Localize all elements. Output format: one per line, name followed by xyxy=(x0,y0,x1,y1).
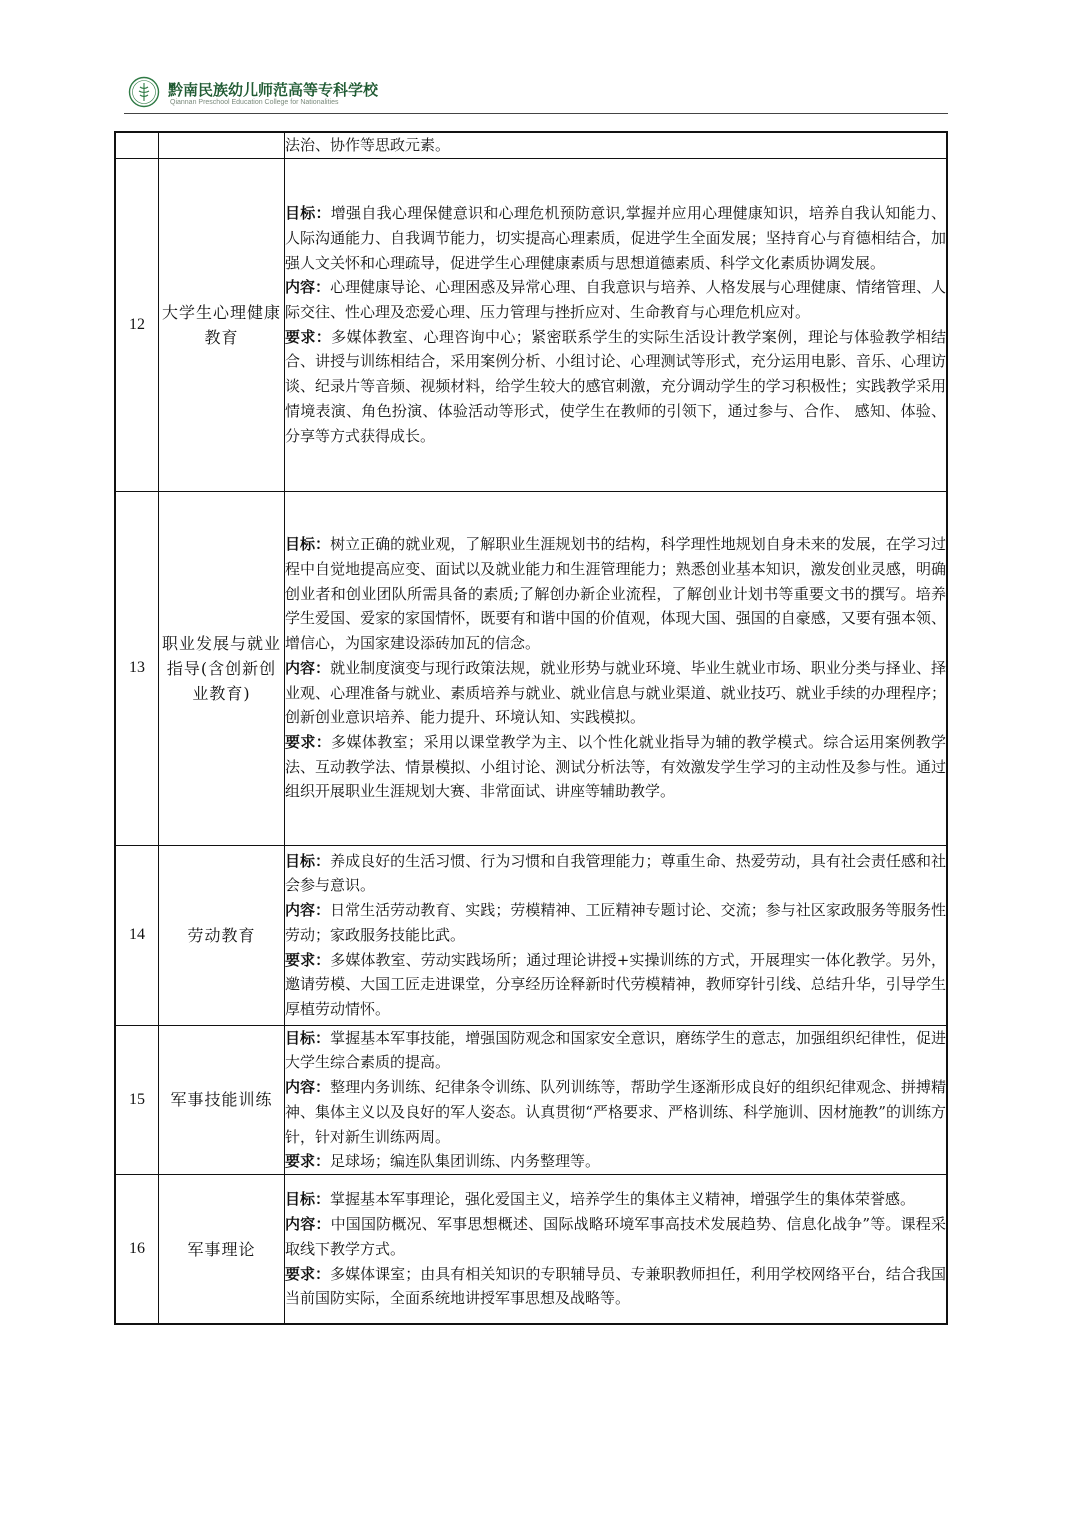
content-label: 内容： xyxy=(285,1078,331,1097)
course-name: 军事技能训练 xyxy=(159,1025,285,1174)
content-paragraph xyxy=(285,656,946,730)
course-name: 军事理论 xyxy=(159,1174,285,1324)
requirement-paragraph xyxy=(285,1149,946,1174)
table-row xyxy=(115,1174,947,1324)
content-label: 内容： xyxy=(285,901,331,920)
row-number: 14 xyxy=(115,845,159,1025)
row-number: 15 xyxy=(115,1025,159,1174)
requirement-paragraph xyxy=(285,948,946,1022)
school-name-en: Qiannan Preschool Education College for Nationalities xyxy=(170,99,339,106)
description-cell xyxy=(285,1174,948,1324)
goal-paragraph xyxy=(285,201,946,275)
row-number: 13 xyxy=(115,491,159,845)
table-row xyxy=(115,491,947,845)
description-cell xyxy=(285,158,948,491)
requirement-paragraph xyxy=(285,730,946,804)
requirement-paragraph xyxy=(285,325,946,449)
description-cell xyxy=(285,845,948,1025)
requirement-text: 多媒体教室、心理咨询中心；紧密联系学生的实际生活设计教学案例，理论与体验教学相结合、讲授与训练相结合，采用案例分析、小组讨论、心理测试等形式，充分运用电影、音乐、心理访谈、纪录片等音频、视频材料，给学生较大的感官刺激，充分调动学生的学习积极性；实践教学采用情境表演、角色扮演、体验活动等形式，使学生在教师的引领下，通过参与、合作、 感知、体验、分享等方式获得成长。 xyxy=(285,327,946,445)
requirement-label: 要求： xyxy=(285,327,332,346)
goal-label: 目标： xyxy=(285,535,331,554)
requirement-label: 要求： xyxy=(285,1264,331,1283)
page-header xyxy=(124,70,948,114)
continuation-text: 法治、协作等思政元素。 xyxy=(285,136,451,154)
goal-paragraph xyxy=(285,532,946,656)
course-name-cell xyxy=(159,132,285,158)
requirement-text: 足球场；编连队集团训练、内务整理等。 xyxy=(330,1152,601,1171)
goal-text: 养成良好的生活习惯、行为习惯和自我管理能力；尊重生命、热爱劳动，具有社会责任感和社会参与意识。 xyxy=(285,851,946,895)
curriculum-table xyxy=(114,131,948,1325)
requirement-text: 多媒体教室；采用以课堂教学为主、以个性化就业指导为辅的教学模式。综合运用案例教学法、互动教学法、情景模拟、小组讨论、测试分析法等，有效激发学生学习的主动性及参与性。通过组织开展职业生涯规划大赛、非常面试、讲座等辅助教学。 xyxy=(285,732,946,801)
goal-paragraph xyxy=(285,1026,946,1075)
content-paragraph xyxy=(285,1075,946,1149)
table-row xyxy=(115,132,947,158)
requirement-label: 要求： xyxy=(285,1152,331,1171)
requirement-text: 多媒体教室、劳动实践场所；通过理论讲授+实操训练的方式，开展理实一体化教学。另外，邀请劳模、大国工匠走进课堂，分享经历诠释新时代劳模精神，教师穿针引线、总结升华，引导学生厚植劳动情怀。 xyxy=(285,950,946,1018)
description-cell xyxy=(285,491,948,845)
goal-label: 目标： xyxy=(285,204,331,223)
row-number: 12 xyxy=(115,158,159,491)
content-paragraph xyxy=(285,898,946,947)
goal-label: 目标： xyxy=(285,1190,331,1209)
goal-text: 增强自我心理保健意识和心理危机预防意识,掌握并应用心理健康知识，培养自我认知能力、人际沟通能力、自我调节能力，切实提高心理素质，促进学生全面发展；坚持育心与育德相结合，加强人文关怀和心理疏导，促进学生心理健康素质与思想道德素质、科学文化素质协调发展。 xyxy=(285,204,946,272)
course-name: 大学生心理健康教育 xyxy=(159,158,285,491)
content-label: 内容： xyxy=(285,1215,331,1234)
goal-text: 掌握基本军事理论，强化爱国主义，培养学生的集体主义精神，增强学生的集体荣誉感。 xyxy=(330,1190,916,1209)
table-row xyxy=(115,158,947,491)
description-cell xyxy=(285,132,948,158)
course-name: 职业发展与就业指导(含创新创业教育) xyxy=(159,491,285,845)
goal-text: 掌握基本军事技能，增强国防观念和国家安全意识，磨练学生的意志，加强组织纪律性，促进大学生综合素质的提高。 xyxy=(285,1028,946,1072)
school-name-cn: 黔南民族幼儿师范高等专科学校 xyxy=(168,81,379,99)
table-row xyxy=(115,845,947,1025)
table-row xyxy=(115,1025,947,1174)
content-paragraph xyxy=(285,1212,946,1261)
goal-label: 目标： xyxy=(285,1028,331,1047)
requirement-label: 要求： xyxy=(285,950,331,969)
content-label: 内容： xyxy=(285,658,331,677)
content-label: 内容： xyxy=(285,278,331,297)
requirement-paragraph xyxy=(285,1262,946,1311)
description-cell xyxy=(285,1025,948,1174)
goal-label: 目标： xyxy=(285,851,331,870)
school-emblem-icon xyxy=(128,76,160,108)
goal-paragraph xyxy=(285,1187,946,1212)
header-divider xyxy=(124,113,948,114)
content-text: 心理健康导论、心理困惑及异常心理、自我意识与培养、人格发展与心理健康、情绪管理、人际交往、性心理及恋爱心理、压力管理与挫折应对、生命教育与心理危机应对。 xyxy=(285,278,946,321)
content-text: 日常生活劳动教育、实践；劳模精神、工匠精神专题讨论、交流；参与社区家政服务等服务性劳动；家政服务技能比武。 xyxy=(285,901,946,944)
goal-text: 树立正确的就业观，了解职业生涯规划书的结构，科学理性地规划自身未来的发展，在学习过程中自觉地提高应变、面试以及就业能力和生涯管理能力；熟悉创业基本知识，激发创业灵感，明确创业者和创业团队所需具备的素质;了解创办新企业流程，了解创业计划书等重要文书的撰写。培养学生爱国、爱家的家国情怀，既要有和谐中国的价值观，体现大国、强国的自豪感，又要有强本领、增信心，为国家建设添砖加瓦的信念。 xyxy=(285,535,946,653)
content-text: 就业制度演变与现行政策法规，就业形势与就业环境、毕业生就业市场、职业分类与择业、择业观、心理准备与就业、素质培养与就业、就业信息与就业渠道、就业技巧、就业手续的办理程序；创新创业意识培养、能力提升、环境认知、实践模拟。 xyxy=(285,658,946,727)
row-number-cell xyxy=(115,132,159,158)
requirement-label: 要求： xyxy=(285,732,332,751)
goal-paragraph xyxy=(285,849,946,898)
content-text: 整理内务训练、纪律条令训练、队列训练等，帮助学生逐渐形成良好的组织纪律观念、拼搏精神、集体主义以及良好的军人姿态。认真贯彻“严格要求、严格训练、科学施训、因材施教”的训练方针，针对新生训练两周。 xyxy=(285,1078,946,1146)
course-name: 劳动教育 xyxy=(159,845,285,1025)
row-number: 16 xyxy=(115,1174,159,1324)
content-paragraph xyxy=(285,275,946,324)
requirement-text: 多媒体课室；由具有相关知识的专职辅导员、专兼职教师担任，利用学校网络平台，结合我国当前国防实际，全面系统地讲授军事思想及战略等。 xyxy=(285,1264,946,1308)
content-text: 中国国防概况、军事思想概述、国际战略环境军事高技术发展趋势、信息化战争”等。课程采取线下教学方式。 xyxy=(285,1215,946,1258)
